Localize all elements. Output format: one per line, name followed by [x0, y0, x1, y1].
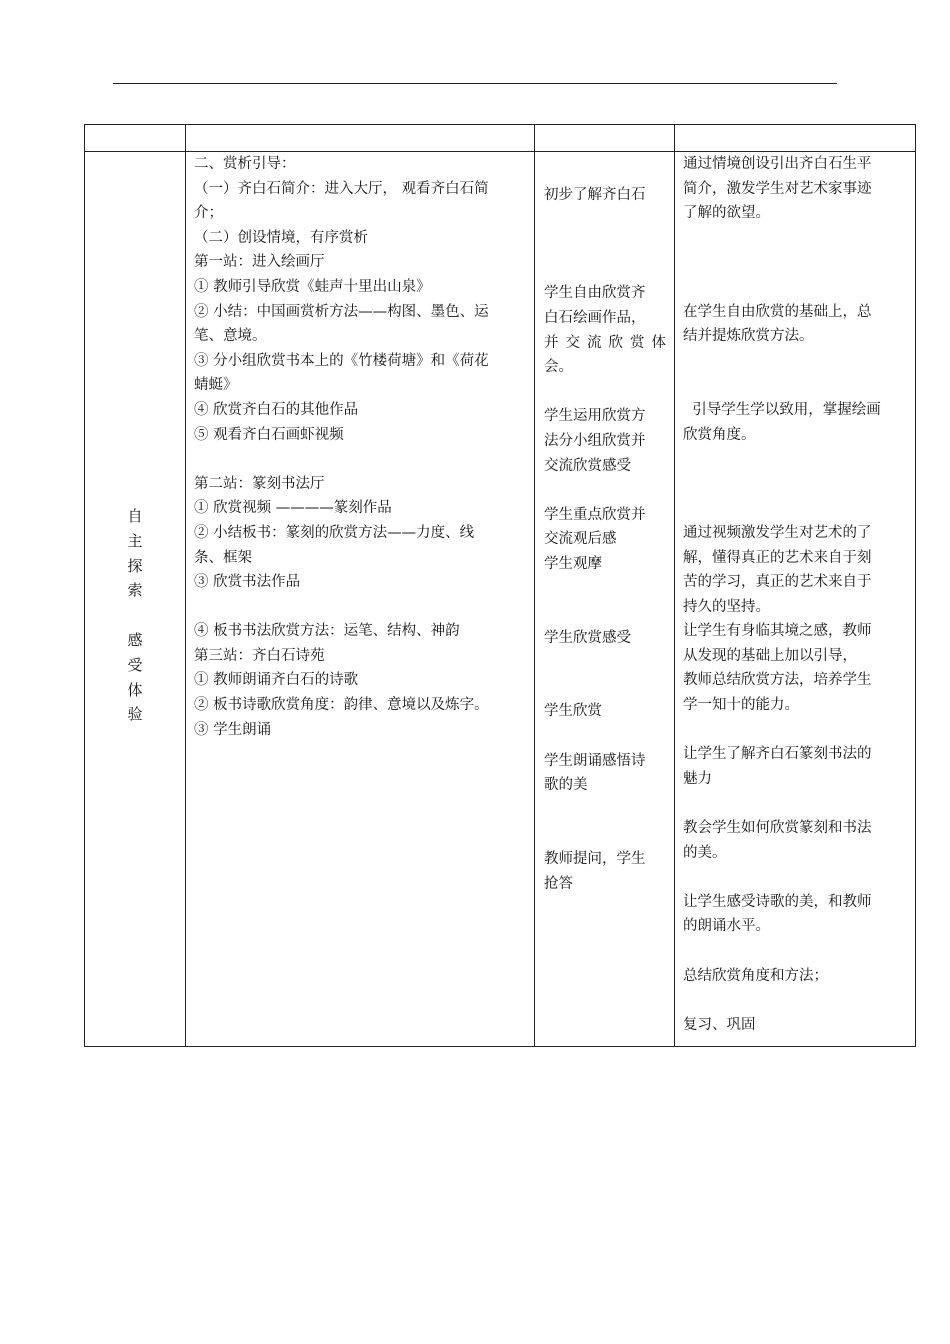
text-line: 笔、意境。 — [194, 328, 267, 345]
text-line: 魅力 — [683, 770, 712, 787]
stage-char: 体 — [127, 680, 143, 699]
text-line: 让学生有身临其境之感，教师 — [683, 623, 872, 640]
text-line: 教师提问，学生 — [544, 851, 646, 868]
student-activity — [544, 183, 666, 896]
stage-char: 感 — [127, 630, 143, 649]
text-line: ④ 板书书法欣赏方法：运笔、结构、神韵 — [194, 623, 460, 640]
stage-label — [85, 504, 185, 727]
column-divider — [534, 125, 535, 1046]
text-line: 总结欣赏角度和方法； — [683, 967, 828, 984]
text-line: ② 小结板书：篆刻的欣赏方法——力度、线 — [194, 524, 475, 541]
text-line: 结并提炼欣赏方法。 — [683, 328, 814, 345]
text-line: 抢答 — [544, 875, 573, 892]
text-line: 学生运用欣赏方 — [544, 408, 646, 425]
text-line: 法分小组欣赏并 — [544, 432, 646, 449]
text-line: 在学生自由欣赏的基础上，总 — [683, 303, 872, 320]
text-line: ③ 欣赏书法作品 — [194, 574, 301, 591]
text-line: （一）齐白石简介：进入大厅， 观看齐白石简 — [194, 180, 489, 197]
text-line: 通过视频激发学生对艺术的了 — [683, 524, 872, 541]
text-line: ② 板书诗歌欣赏角度：韵律、意境以及炼字。 — [194, 697, 489, 714]
text-line: 的美。 — [683, 844, 727, 861]
text-line: 教师总结欣赏方法，培养学生 — [683, 672, 872, 689]
text-line: 交流观后感 — [544, 531, 617, 548]
text-line: 从发现的基础上加以引导， — [683, 647, 857, 664]
text-line: ① 欣赏视频 ————篆刻作品 — [194, 500, 392, 517]
text-line: 学一知十的能力。 — [683, 697, 799, 714]
text-line: 苦的学习，真正的艺术来自于 — [683, 574, 872, 591]
text-line: 歌的美 — [544, 777, 588, 794]
text-line: 复习、巩固 — [683, 1016, 756, 1033]
text-line: 蜻蜓》 — [194, 377, 238, 394]
text-line: ① 教师引导欣赏《蛙声十里出山泉》 — [194, 278, 431, 295]
text-line: 教会学生如何欣赏篆刻和书法 — [683, 820, 872, 837]
header-rule — [113, 83, 837, 84]
text-line: 会。 — [544, 359, 573, 376]
teacher-activity — [194, 152, 526, 742]
stage-char: 主 — [127, 531, 143, 550]
design-intent — [683, 152, 909, 1037]
lesson-plan-table — [84, 124, 916, 1047]
text-line: 白石绘画作品， — [544, 309, 646, 326]
text-line: ④ 欣赏齐白石的其他作品 — [194, 401, 359, 418]
text-line: 第二站：篆刻书法厅 — [194, 475, 325, 492]
stage-char: 受 — [127, 655, 143, 674]
text-line: ① 教师朗诵齐白石的诗歌 — [194, 672, 359, 689]
text-line: 二、赏析引导： — [194, 156, 296, 172]
text-line: 初步了解齐白石 — [544, 187, 646, 203]
text-line: （二）创设情境，有序赏析 — [194, 229, 368, 246]
text-line: 引导学生学以致用，掌握绘画 — [683, 401, 881, 418]
column-divider — [674, 125, 675, 1046]
text-line: 让学生感受诗歌的美，和教师 — [683, 893, 872, 910]
text-line: ⑤ 观看齐白石画虾视频 — [194, 426, 344, 443]
stage-char: 验 — [127, 705, 143, 724]
text-line: 学生欣赏感受 — [544, 629, 631, 646]
text-line: 交流欣赏感受 — [544, 457, 631, 474]
text-line: 简介，激发学生对艺术家事迹 — [683, 180, 872, 197]
stage-char: 自 — [127, 507, 143, 525]
text-line: 学生欣赏 — [544, 703, 602, 720]
text-line: ③ 分小组欣赏书本上的《竹楼荷塘》和《荷花 — [194, 352, 489, 369]
stage-char: 探 — [127, 556, 143, 575]
text-line: 第一站：进入绘画厅 — [194, 254, 325, 271]
text-line: 第三站：齐白石诗苑 — [194, 647, 325, 664]
column-divider — [185, 125, 186, 1046]
text-line: ② 小结：中国画赏析方法——构图、墨色、运 — [194, 303, 489, 320]
text-line: 的朗诵水平。 — [683, 918, 770, 935]
text-line: 条、框架 — [194, 549, 252, 566]
text-line: 学生观摩 — [544, 555, 602, 572]
text-line: 解，懂得真正的艺术来自于刻 — [683, 549, 872, 566]
text-line: 欣赏角度。 — [683, 426, 756, 443]
stage-char: 索 — [127, 581, 143, 600]
text-line: 介； — [194, 205, 223, 222]
text-line: 学生自由欣赏齐 — [544, 285, 646, 302]
text-line: 让学生了解齐白石篆刻书法的 — [683, 746, 872, 763]
text-line: 通过情境创设引出齐白石生平 — [683, 156, 872, 172]
text-line: 学生重点欣赏并 — [544, 506, 646, 523]
text-line: 了解的欲望。 — [683, 205, 770, 222]
text-line: 持久的坚持。 — [683, 598, 770, 615]
text-line: ③ 学生朗诵 — [194, 721, 272, 738]
text-line: 并交流欣赏体 — [544, 334, 666, 351]
text-line: 学生朗诵感悟诗 — [544, 752, 646, 769]
